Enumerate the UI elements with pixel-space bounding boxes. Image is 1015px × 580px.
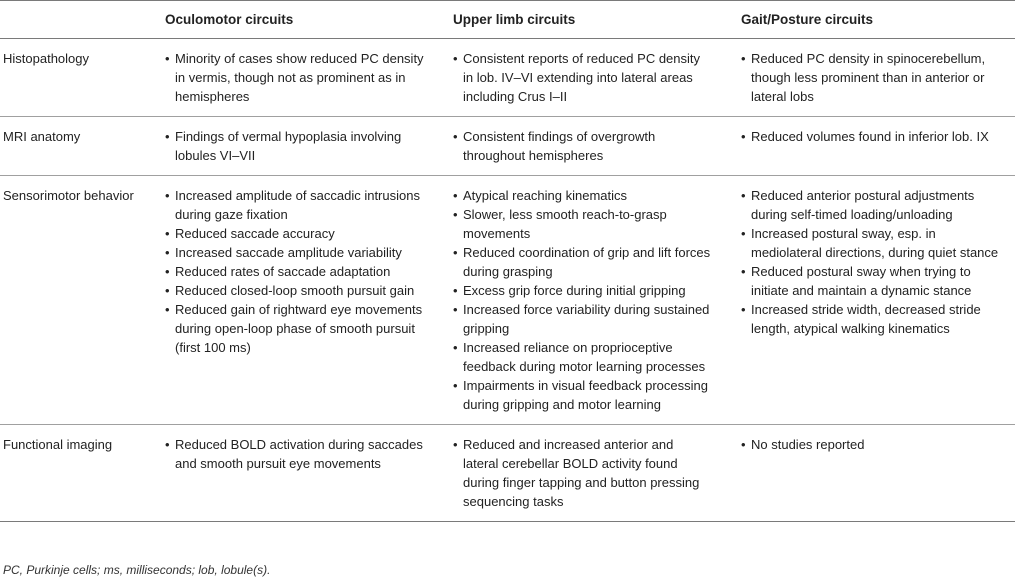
header-gait-posture: Gait/Posture circuits [728,1,1015,39]
table-row [0,176,1015,425]
table-row [0,117,1015,176]
bullet-item: • Reduced and increased anterior and lateral cerebellar BOLD activity found during finger tapping and button pressing sequencing tasks [453,435,712,511]
header-oculomotor: Oculomotor circuits [152,1,440,39]
bullet-item: • Reduced coordination of grip and lift forces during grasping [453,243,712,281]
table-header [0,1,1015,39]
cell-upper-limb [440,117,728,176]
bullet-item: • Increased reliance on proprioceptive feedback during motor learning processes [453,338,712,376]
bullet-item: • Slower, less smooth reach-to-grasp movements [453,205,712,243]
row-label-functional-imaging: Functional imaging [0,425,152,522]
bullet-item: • Increased stride width, decreased stride length, atypical walking kinematics [741,300,999,338]
bullet-item: • Reduced saccade accuracy [165,224,424,243]
table-row [0,39,1015,117]
bullet-item: • Consistent reports of reduced PC density in lob. IV–VI extending into lateral areas including Crus I–II [453,49,712,106]
row-label-histopathology: Histopathology [0,39,152,117]
bullet-item: • Excess grip force during initial gripping [453,281,712,300]
bullet-item: • Increased force variability during sustained gripping [453,300,712,338]
row-label-sensorimotor-behavior: Sensorimotor behavior [0,176,152,425]
table-row [0,425,1015,522]
table-body [0,39,1015,522]
cell-gait-posture [728,176,1015,425]
bullet-item: • Reduced postural sway when trying to initiate and maintain a dynamic stance [741,262,999,300]
bullet-item: • No studies reported [741,435,999,454]
cell-oculomotor [152,39,440,117]
bullet-item: • Consistent findings of overgrowth throughout hemispheres [453,127,712,165]
cell-gait-posture [728,425,1015,522]
bullet-item: • Reduced anterior postural adjustments during self-timed loading/unloading [741,186,999,224]
cell-upper-limb [440,425,728,522]
header-row [0,1,1015,39]
row-label-mri-anatomy: MRI anatomy [0,117,152,176]
cell-gait-posture [728,117,1015,176]
table-footnote: PC, Purkinje cells; ms, milliseconds; lob, lobule(s). [3,563,271,577]
cell-oculomotor [152,425,440,522]
bullet-item: • Reduced closed-loop smooth pursuit gain [165,281,424,300]
bullet-item: • Reduced volumes found in inferior lob. IX [741,127,999,146]
bullet-item: • Reduced BOLD activation during saccades and smooth pursuit eye movements [165,435,424,473]
header-upper-limb: Upper limb circuits [440,1,728,39]
bullet-item: • Increased postural sway, esp. in mediolateral directions, during quiet stance [741,224,999,262]
cell-gait-posture [728,39,1015,117]
bullet-item: • Increased saccade amplitude variability [165,243,424,262]
bullet-item: • Impairments in visual feedback processing during gripping and motor learning [453,376,712,414]
cell-oculomotor [152,117,440,176]
bullet-item: • Reduced rates of saccade adaptation [165,262,424,281]
bullet-item: • Reduced gain of rightward eye movements during open-loop phase of smooth pursuit (first 100 ms) [165,300,424,357]
bullet-item: • Increased amplitude of saccadic intrusions during gaze fixation [165,186,424,224]
header-empty [0,1,152,39]
cell-upper-limb [440,39,728,117]
bullet-item: • Minority of cases show reduced PC density in vermis, though not as prominent as in hemispheres [165,49,424,106]
bullet-item: • Atypical reaching kinematics [453,186,712,205]
cell-upper-limb [440,176,728,425]
bullet-item: • Findings of vermal hypoplasia involving lobules VI–VII [165,127,424,165]
bullet-item: • Reduced PC density in spinocerebellum, though less prominent than in anterior or lateral lobs [741,49,999,106]
cell-oculomotor [152,176,440,425]
